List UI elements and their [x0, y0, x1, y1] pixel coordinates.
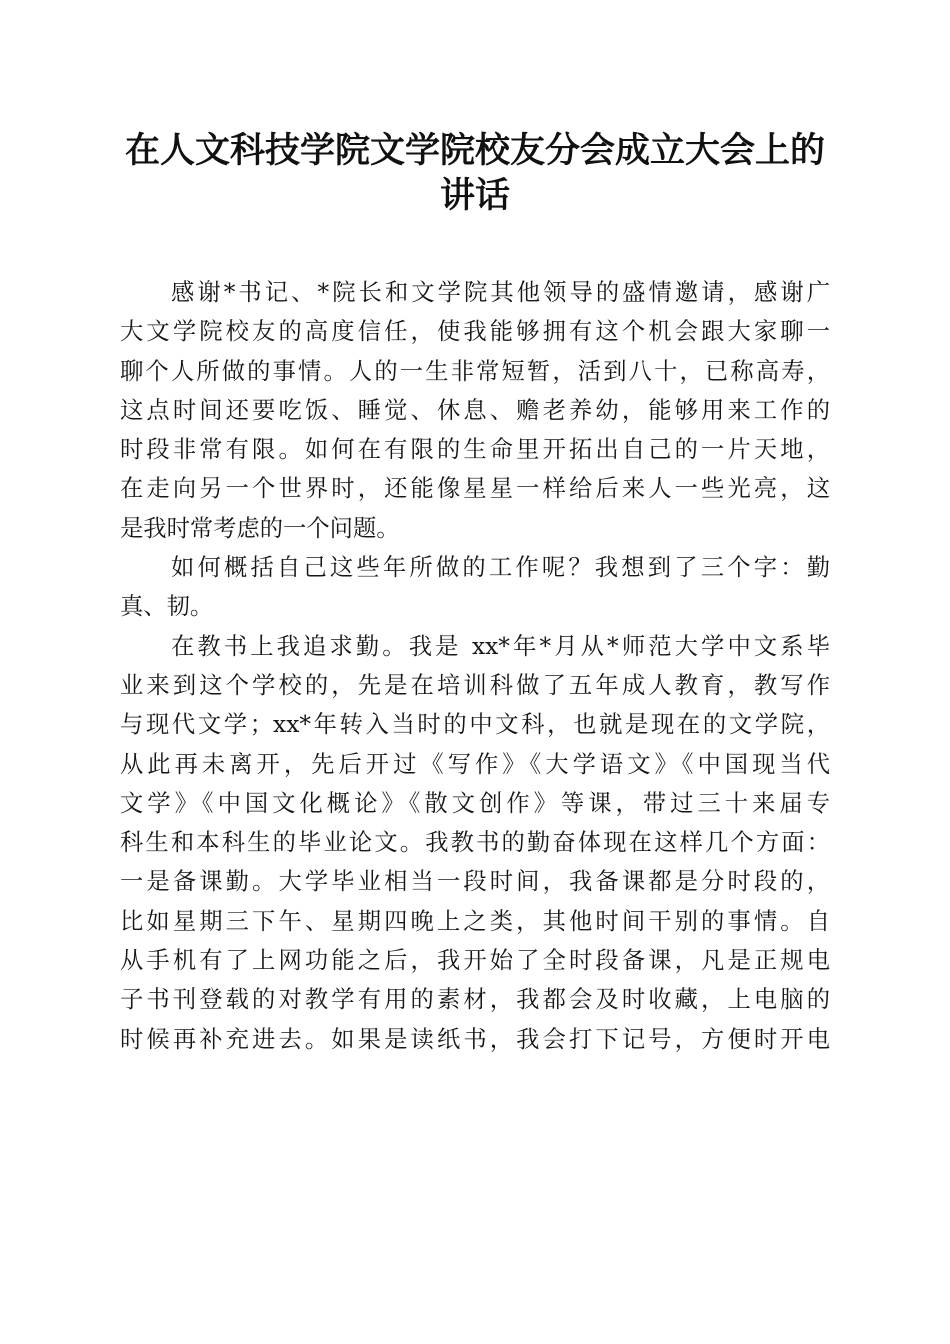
text-line: 是我时常考虑的一个问题。: [120, 514, 400, 542]
paragraph-1: [120, 273, 830, 548]
text-line: 真、韧。: [120, 593, 214, 621]
text-line: 与现代文学；xx*年转入当时的中文科，也就是现在的文学院，: [120, 711, 830, 739]
text-line: 时段非常有限。如何在有限的生命里开拓出自己的一片天地，: [120, 436, 830, 464]
text-line: 感谢*书记、*院长和文学院其他领导的盛情邀请，感谢广: [171, 279, 830, 306]
text-line: 在走向另一个世界时，还能像星星一样给后来人一些光亮，这: [120, 475, 830, 503]
text-line: 子书刊登载的对教学有用的素材，我都会及时收藏，上电脑的: [120, 986, 830, 1014]
text-line: 比如星期三下午、星期四晚上之类，其他时间干别的事情。自: [120, 907, 830, 935]
text-line: 如何概括自己这些年所做的工作呢？我想到了三个字：勤: [171, 554, 830, 582]
text-line: 在教书上我追求勤。我是 xx*年*月从*师范大学中文系毕: [171, 632, 830, 660]
text-line: 业来到这个学校的，先是在培训科做了五年成人教育，教写作: [120, 671, 830, 699]
text-line: 从手机有了上网功能之后，我开始了全时段备课，凡是正规电: [120, 947, 830, 975]
text-line: 这点时间还要吃饭、睡觉、休息、赡老养幼，能够用来工作的: [120, 396, 830, 424]
paragraph-3: [120, 627, 830, 1059]
text-line: 时候再补充进去。如果是读纸书，我会打下记号，方便时开电: [120, 1025, 830, 1053]
text-line: 文学》《中国文化概论》《散文创作》等课，带过三十来届专: [120, 789, 830, 817]
paragraph-2: [120, 548, 830, 627]
title-line-2: 讲话: [439, 175, 510, 216]
title-line-1: 在人文科技学院文学院校友分会成立大会上的: [124, 130, 825, 171]
text-line: 大文学院校友的高度信任，使我能够拥有这个机会跟大家聊一: [120, 318, 830, 346]
text-line: 一是备课勤。大学毕业相当一段时间，我备课都是分时段的，: [120, 868, 830, 896]
text-line: 聊个人所做的事情。人的一生非常短暂，活到八十，已称高寿，: [120, 357, 830, 385]
text-line: 科生和本科生的毕业论文。我教书的勤奋体现在这样几个方面：: [120, 829, 830, 857]
text-line: 从此再未离开，先后开过《写作》《大学语文》《中国现当代: [120, 750, 830, 778]
page-title: [110, 128, 840, 218]
speech-body: [120, 273, 830, 1059]
